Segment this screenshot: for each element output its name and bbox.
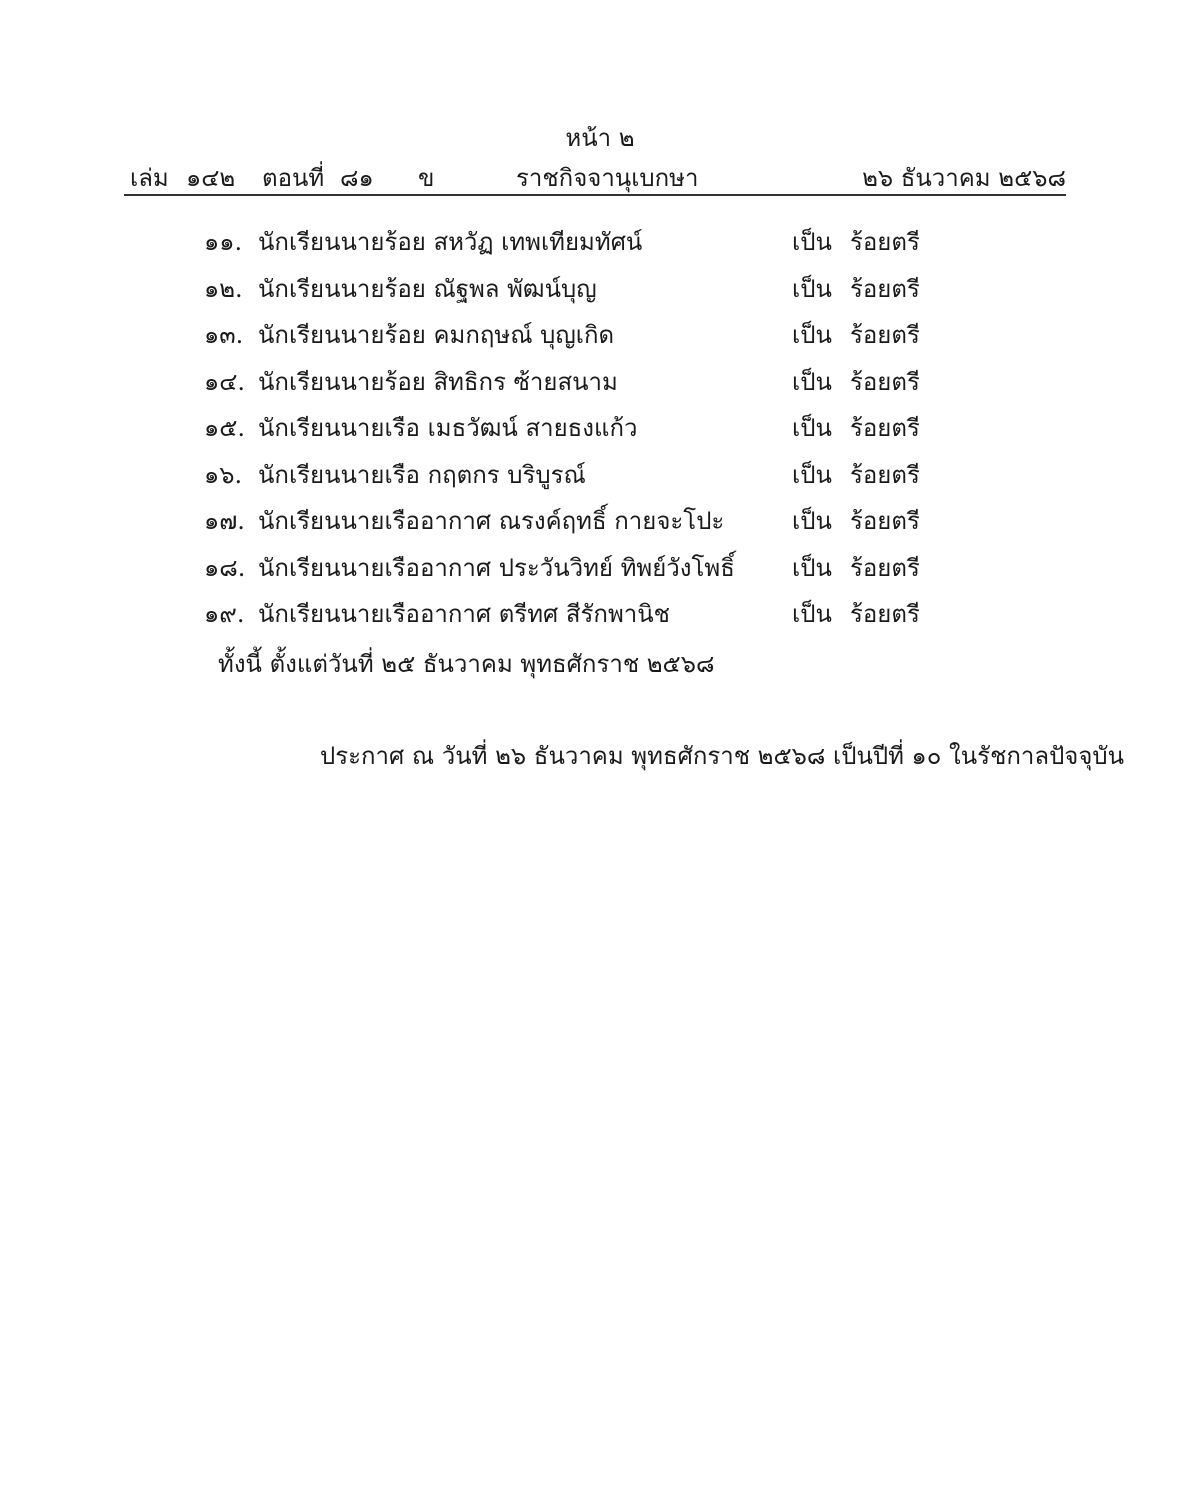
entry-rank: ร้อยตรี xyxy=(850,600,920,628)
entry-rank: ร้อยตรี xyxy=(850,553,920,582)
entry-rank: ร้อยตรี xyxy=(850,507,920,535)
entry-name: นักเรียนนายร้อย ณัฐพล พัฒน์บุญ xyxy=(258,274,597,303)
volume-label: เล่ม xyxy=(130,164,169,192)
entry-name: นักเรียนนายเรืออากาศ ประวันวิทย์ ทิพย์วังโพธิ์ xyxy=(258,553,735,582)
list-item xyxy=(0,408,1200,455)
appointment-list xyxy=(0,222,1200,641)
entry-number: ๑๒. xyxy=(204,274,243,303)
entry-as: เป็น xyxy=(792,228,832,256)
entry-rank: ร้อยตรี xyxy=(850,460,920,489)
entry-as: เป็น xyxy=(792,274,832,303)
entry-number: ๑๔. xyxy=(204,367,246,396)
entry-rank: ร้อยตรี xyxy=(850,228,920,256)
entry-number: ๑๑. xyxy=(204,228,243,256)
entry-as: เป็น xyxy=(792,321,832,349)
entry-number: ๑๗. xyxy=(204,507,245,535)
list-item xyxy=(0,269,1200,316)
effective-date-text: ทั้งนี้ ตั้งแต่วันที่ ๒๕ ธันวาคม พุทธศักราช ๒๕๖๘ xyxy=(218,650,715,678)
list-item xyxy=(0,315,1200,362)
section-letter: ข xyxy=(418,164,435,192)
entry-number: ๑๕. xyxy=(204,414,246,442)
entry-name: นักเรียนนายร้อย สิทธิกร ซ้ายสนาม xyxy=(258,367,618,396)
entry-number: ๑๘. xyxy=(204,553,246,582)
entry-name: นักเรียนนายร้อย สหวัฏ เทพเทียมทัศน์ xyxy=(258,228,643,256)
entry-rank: ร้อยตรี xyxy=(850,274,920,303)
entry-name: นักเรียนนายเรือ กฤตกร บริบูรณ์ xyxy=(258,460,586,489)
list-item xyxy=(0,594,1200,641)
volume-number: ๑๔๒ xyxy=(186,164,236,192)
entry-as: เป็น xyxy=(792,414,832,442)
header-date: ๒๖ ธันวาคม ๒๕๖๘ xyxy=(862,164,1066,192)
entry-as: เป็น xyxy=(792,600,832,628)
entry-rank: ร้อยตรี xyxy=(850,367,920,396)
gazette-title: ราชกิจจานุเบกษา xyxy=(516,164,699,192)
entry-rank: ร้อยตรี xyxy=(850,321,920,349)
header-divider xyxy=(124,194,1066,196)
gazette-header xyxy=(126,158,1066,192)
entry-number: ๑๖. xyxy=(204,460,243,489)
list-item xyxy=(0,548,1200,595)
entry-name: นักเรียนนายร้อย คมกฤษณ์ บุญเกิด xyxy=(258,321,615,349)
list-item xyxy=(0,501,1200,548)
issue-label: ตอนที่ xyxy=(262,164,325,192)
entry-name: นักเรียนนายเรือ เมธวัฒน์ สายธงแก้ว xyxy=(258,414,638,442)
entry-as: เป็น xyxy=(792,553,832,582)
entry-name: นักเรียนนายเรืออากาศ ตรีทศ สีรักพานิช xyxy=(258,600,670,628)
entry-number: ๑๓. xyxy=(204,321,244,349)
list-item xyxy=(0,455,1200,502)
entry-as: เป็น xyxy=(792,367,832,396)
issue-number: ๘๑ xyxy=(340,164,374,192)
entry-rank: ร้อยตรี xyxy=(850,414,920,442)
entry-name: นักเรียนนายเรืออากาศ ณรงค์ฤทธิ์ กายจะโปะ xyxy=(258,507,725,535)
list-item xyxy=(0,222,1200,269)
entry-as: เป็น xyxy=(792,507,832,535)
entry-number: ๑๙. xyxy=(204,600,245,628)
entry-as: เป็น xyxy=(792,460,832,489)
list-item xyxy=(0,362,1200,409)
announcement-date-text: ประกาศ ณ วันที่ ๒๖ ธันวาคม พุทธศักราช ๒๕๖๘ เป็นปีที่ ๑๐ ในรัชกาลปัจจุบัน xyxy=(320,742,1125,770)
page-number: หน้า ๒ xyxy=(565,124,635,152)
